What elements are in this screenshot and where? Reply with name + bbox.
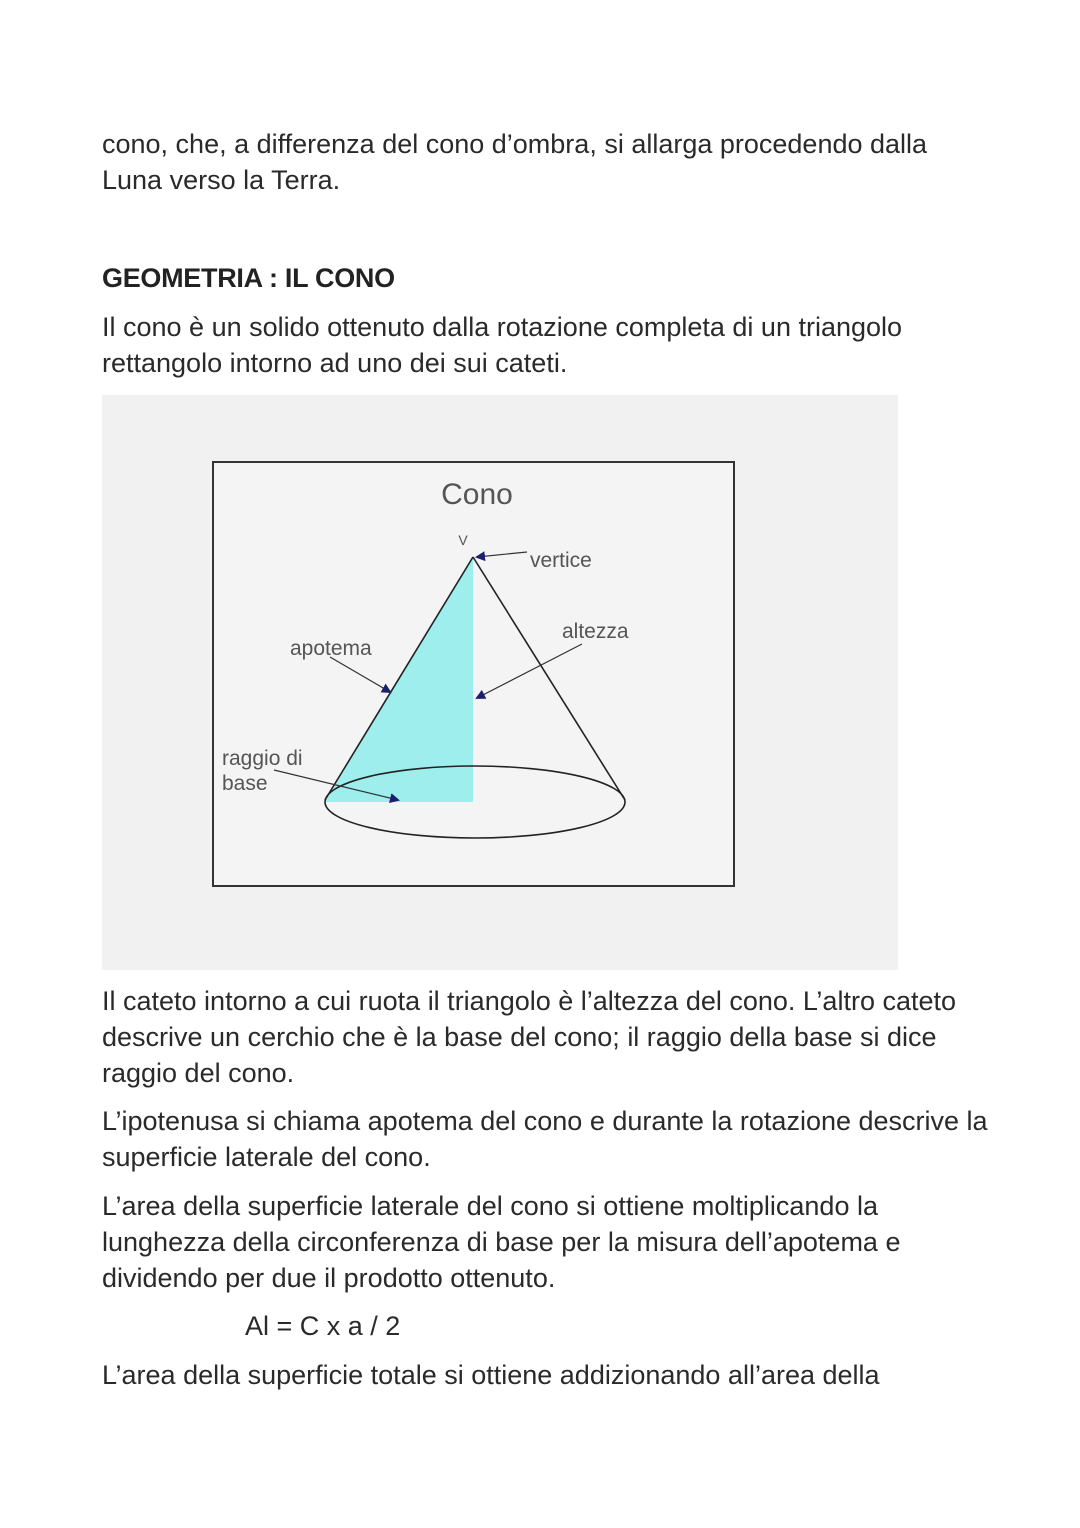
area-laterale-formula: Al = C x a / 2 xyxy=(245,1311,401,1341)
diagram-frame xyxy=(213,462,734,886)
height-label: altezza xyxy=(562,620,629,643)
intro-paragraph: cono, che, a differenza del cono d’ombra, si allarga procedendo dalla Luna verso la Terra. xyxy=(102,129,928,195)
figure-title: Cono xyxy=(441,478,513,511)
cateto-paragraph: Il cateto intorno a cui ruota il triangolo è l’altezza del cono. L’altro cateto descrive un cerchio che è la base del cono; il raggio della base si dice raggio del cono. xyxy=(102,986,957,1088)
area-laterale-paragraph: L’area della superficie laterale del cono si ottiene moltiplicando la lunghezza della circonferenza di base per la misura dell’apotema e dividendo per due il prodotto ottenuto. xyxy=(102,1191,901,1293)
area-totale-paragraph: L’area della superficie totale si ottiene addizionando all’area della xyxy=(102,1360,880,1390)
radius-label-line2: base xyxy=(222,772,268,795)
vertex-letter: V xyxy=(458,532,468,548)
section-title: GEOMETRIA : IL CONO xyxy=(102,263,395,293)
vertex-label: vertice xyxy=(530,549,592,572)
radius-label-line1: raggio di xyxy=(222,747,303,770)
ipotenusa-paragraph: L’ipotenusa si chiama apotema del cono e durante la rotazione descrive la superficie laterale del cono. xyxy=(102,1106,988,1172)
definition-paragraph: Il cono è un solido ottenuto dalla rotazione completa di un triangolo rettangolo intorno ad uno dei sui cateti. xyxy=(102,312,903,378)
apothem-label: apotema xyxy=(290,637,372,660)
